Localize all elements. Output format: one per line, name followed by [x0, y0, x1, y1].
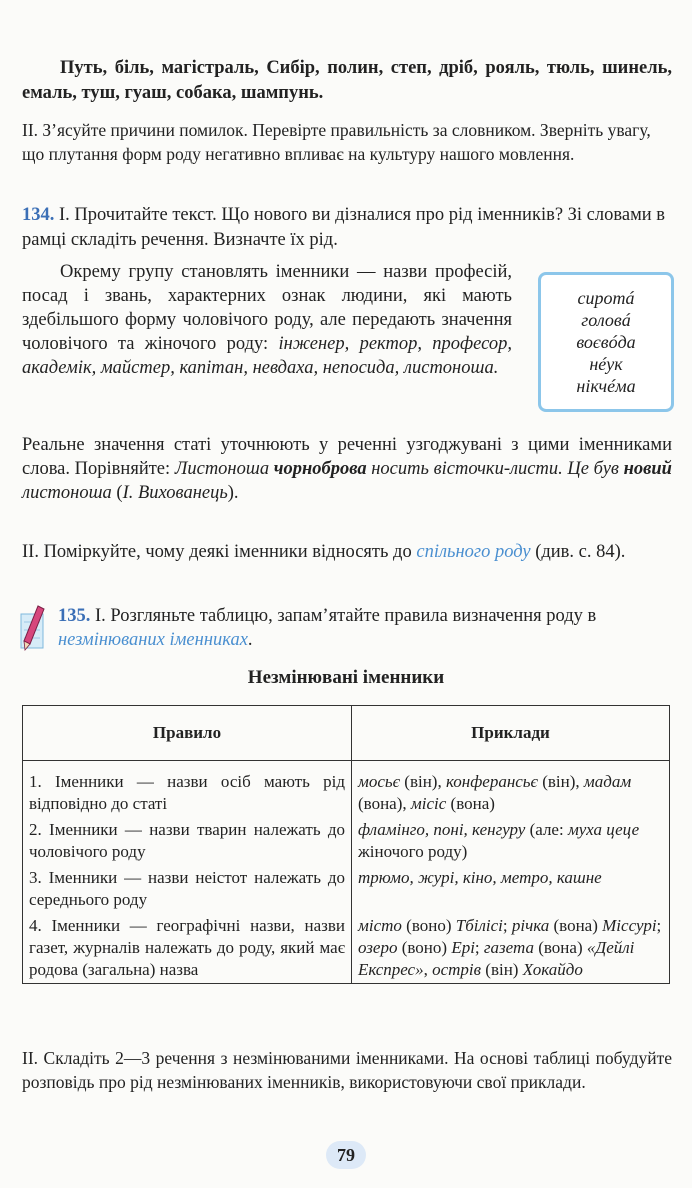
term-link[interactable]: незмінюваних іменниках [58, 630, 248, 650]
table-header-row [23, 706, 670, 761]
paragraph-cont: Реальне значення статі уточнюють у реченні узгоджувані з цими іменниками слова. Порівняйте: [22, 435, 672, 479]
text-paragraph-continued: Реальне значення статі уточнюють у реченні узгоджувані з цими іменниками слова. Порівняйте: Листоноша чорноброва носить вісточки-листи. Це був новий листоноша (І. Вихованець). [22, 435, 672, 503]
table-row [23, 865, 670, 913]
rules-table [22, 705, 670, 984]
task-2-text: II. З’ясуйте причини помилок. Перевірте правильність за словником. Зверніть увагу, що плутання форм роду негативно впливає на культуру нашого мовлення. [22, 120, 651, 164]
text-paragraph [22, 260, 512, 380]
exercise-134-instruction [22, 203, 672, 253]
word-list: Путь, біль, магістраль, Сибір, полин, степ, дріб, рояль, тюль, шинель, емаль, туш, гуаш, собака, шампунь. [22, 58, 672, 103]
pencil-icon [18, 604, 48, 656]
word-box [538, 272, 674, 412]
paragraph-examples: інженер, ректор, професор, академік, майстер, капітан, невдаха, непосида, листоноша. [22, 334, 513, 378]
examples-cell: фламінго, поні, кенгуру (але: муха цеце жіночого роду) [352, 817, 670, 865]
table-row [23, 817, 670, 865]
header-examples: Приклади [352, 706, 670, 761]
examples-cell: трюмо, журі, кіно, метро, кашне [352, 865, 670, 913]
examples-cell: місто (воно) Тбілісі; річка (вона) Міссурі; озеро (воно) Ері; газета (вона) «Дейлі Експрес», острів (він) Хокайдо [352, 913, 670, 984]
exercise-number: 135. [58, 606, 91, 626]
table-row [23, 913, 670, 984]
exercise-135-task-2: II. Складіть 2—3 речення з незмінюваними іменниками. На основі таблиці побудуйте розповідь про рід незмінюваних іменників, використовуючи свої приклади. [22, 1048, 672, 1092]
exercise-134-task-2: II. Поміркуйте, чому деякі іменники відносять до спільного роду (див. с. 84). [22, 542, 626, 562]
rule-cell: 4. Іменники — географічні назви, назви газет, журналів належать до роду, який має родова (загальна) назва [23, 913, 352, 984]
quote: Листоноша чорноброва носить вісточки-листи. Це був новий листоноша [22, 459, 672, 503]
box-word: сиротá [577, 288, 635, 308]
box-word: воєвóда [576, 332, 636, 352]
term-link[interactable]: спільного роду [416, 542, 531, 562]
header-rule: Правило [23, 706, 352, 761]
rule-cell: 3. Іменники — назви неістот належать до середнього роду [23, 865, 352, 913]
rule-cell: 1. Іменники — назви осіб мають рід відповідно до статі [23, 761, 352, 818]
exercise-number: 134. [22, 205, 55, 225]
box-word: нéук [589, 354, 623, 374]
instruction-text: I. Прочитайте текст. Що нового ви дізналися про рід іменників? Зі словами в рамці складіть речення. Визначте їх рід. [22, 205, 666, 250]
box-word: головá [581, 310, 631, 330]
table-title: Незмінювані іменники [247, 667, 445, 688]
examples-cell: мосьє (він), конферансьє (він), мадам (вона), місіс (вона) [352, 761, 670, 818]
quote-source: І. Вихованець [122, 483, 228, 503]
box-word: нікчéма [576, 376, 636, 396]
page-number: 79 [326, 1141, 366, 1169]
table-row [23, 761, 670, 818]
paragraph-start: Окрему групу становлять іменники — назви професій, посад і звань, характерних ознак людини, які мають здебільшого форму чоловічого роду, але передають значення чоловічого та жіночого роду: [22, 262, 512, 354]
rule-cell: 2. Іменники — назви тварин належать до чоловічого роду [23, 817, 352, 865]
exercise-135-instruction: 135. I. Розгляньте таблицю, запам’ятайте правила визначення роду в незмінюваних іменниках. [58, 606, 597, 650]
